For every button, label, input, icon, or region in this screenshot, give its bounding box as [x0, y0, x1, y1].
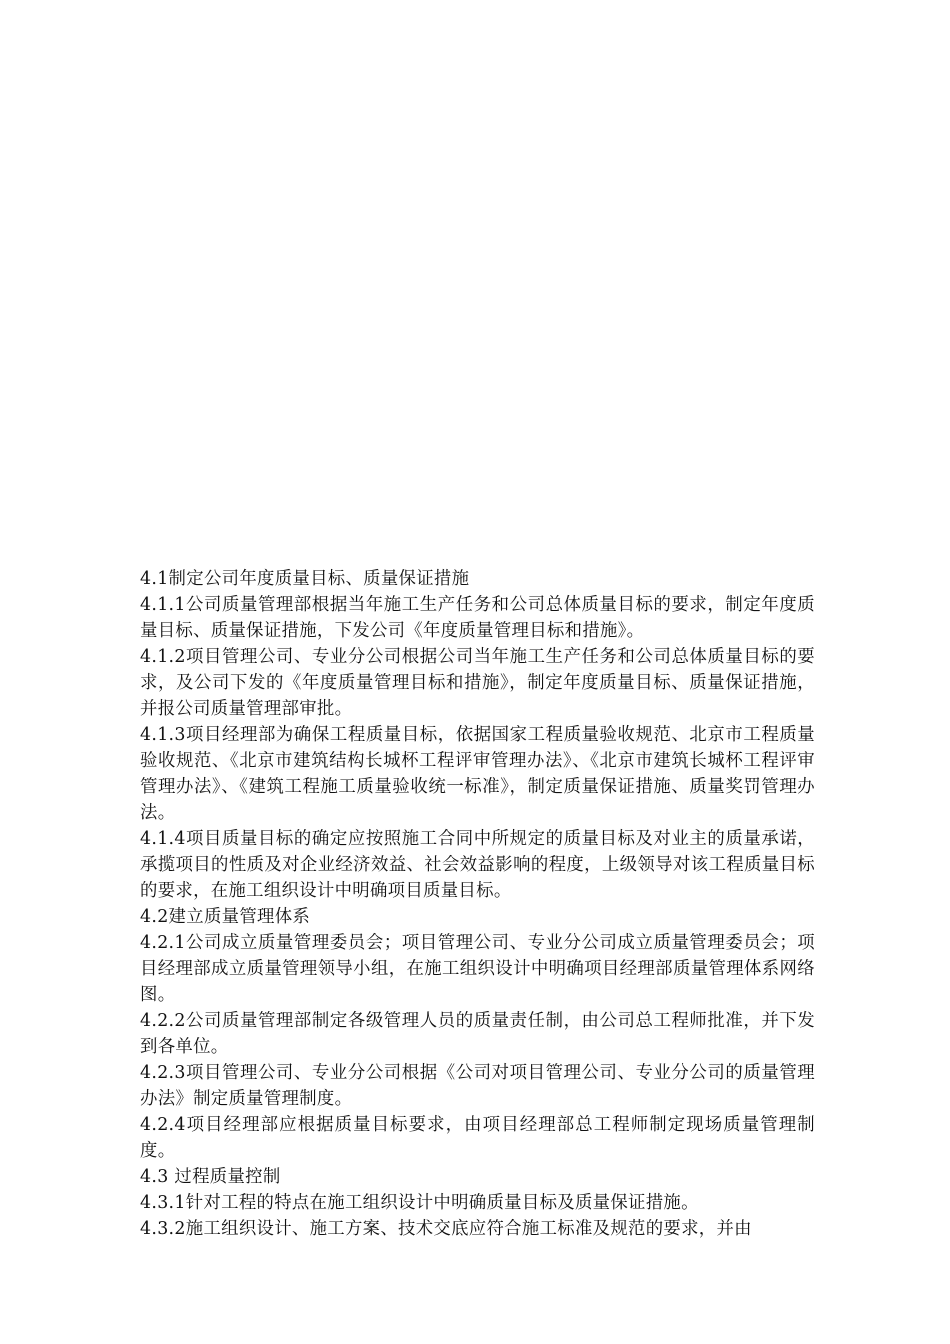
document-body: [140, 566, 815, 1242]
paragraph-4-2-2: 4.2.2公司质量管理部制定各级管理人员的质量责任制，由公司总工程师批准，并下发到各单位。: [140, 1011, 815, 1057]
paragraph-4-1-2: 4.1.2项目管理公司、专业分公司根据公司当年施工生产任务和公司总体质量目标的要求，及公司下发的《年度质量管理目标和措施》，制定年度质量目标、质量保证措施，并报公司质量管理部审批。: [140, 647, 815, 719]
paragraph-4-1-4: 4.1.4项目质量目标的确定应按照施工合同中所规定的质量目标及对业主的质量承诺，承揽项目的性质及对企业经济效益、社会效益影响的程度，上级领导对该工程质量目标的要求，在施工组织设计中明确项目质量目标。: [140, 829, 815, 901]
paragraph-4-2-1: 4.2.1公司成立质量管理委员会；项目管理公司、专业分公司成立质量管理委员会；项目经理部成立质量管理领导小组，在施工组织设计中明确项目经理部质量管理体系网络图。: [140, 933, 815, 1005]
paragraph-4-2-3: 4.2.3项目管理公司、专业分公司根据《公司对项目管理公司、专业分公司的质量管理办法》制定质量管理制度。: [140, 1063, 815, 1109]
section-heading-4-2: 4.2建立质量管理体系: [140, 907, 311, 927]
paragraph-4-3-2: 4.3.2施工组织设计、施工方案、技术交底应符合施工标准及规范的要求，并由: [140, 1219, 752, 1239]
section-heading-4-3: 4.3 过程质量控制: [140, 1167, 281, 1187]
paragraph-4-1-1: 4.1.1公司质量管理部根据当年施工生产任务和公司总体质量目标的要求，制定年度质量目标、质量保证措施，下发公司《年度质量管理目标和措施》。: [140, 595, 815, 641]
section-heading-4-1: 4.1制定公司年度质量目标、质量保证措施: [140, 569, 470, 589]
paragraph-4-2-4: 4.2.4项目经理部应根据质量目标要求，由项目经理部总工程师制定现场质量管理制度。: [140, 1115, 815, 1161]
paragraph-4-1-3: 4.1.3项目经理部为确保工程质量目标，依据国家工程质量验收规范、北京市工程质量验收规范、《北京市建筑结构长城杯工程评审管理办法》、《北京市建筑长城杯工程评审管理办法》、《建筑工程施工质量验收统一标准》，制定质量保证措施、质量奖罚管理办法。: [140, 725, 815, 823]
paragraph-4-3-1: 4.3.1针对工程的特点在施工组织设计中明确质量目标及质量保证措施。: [140, 1193, 699, 1213]
